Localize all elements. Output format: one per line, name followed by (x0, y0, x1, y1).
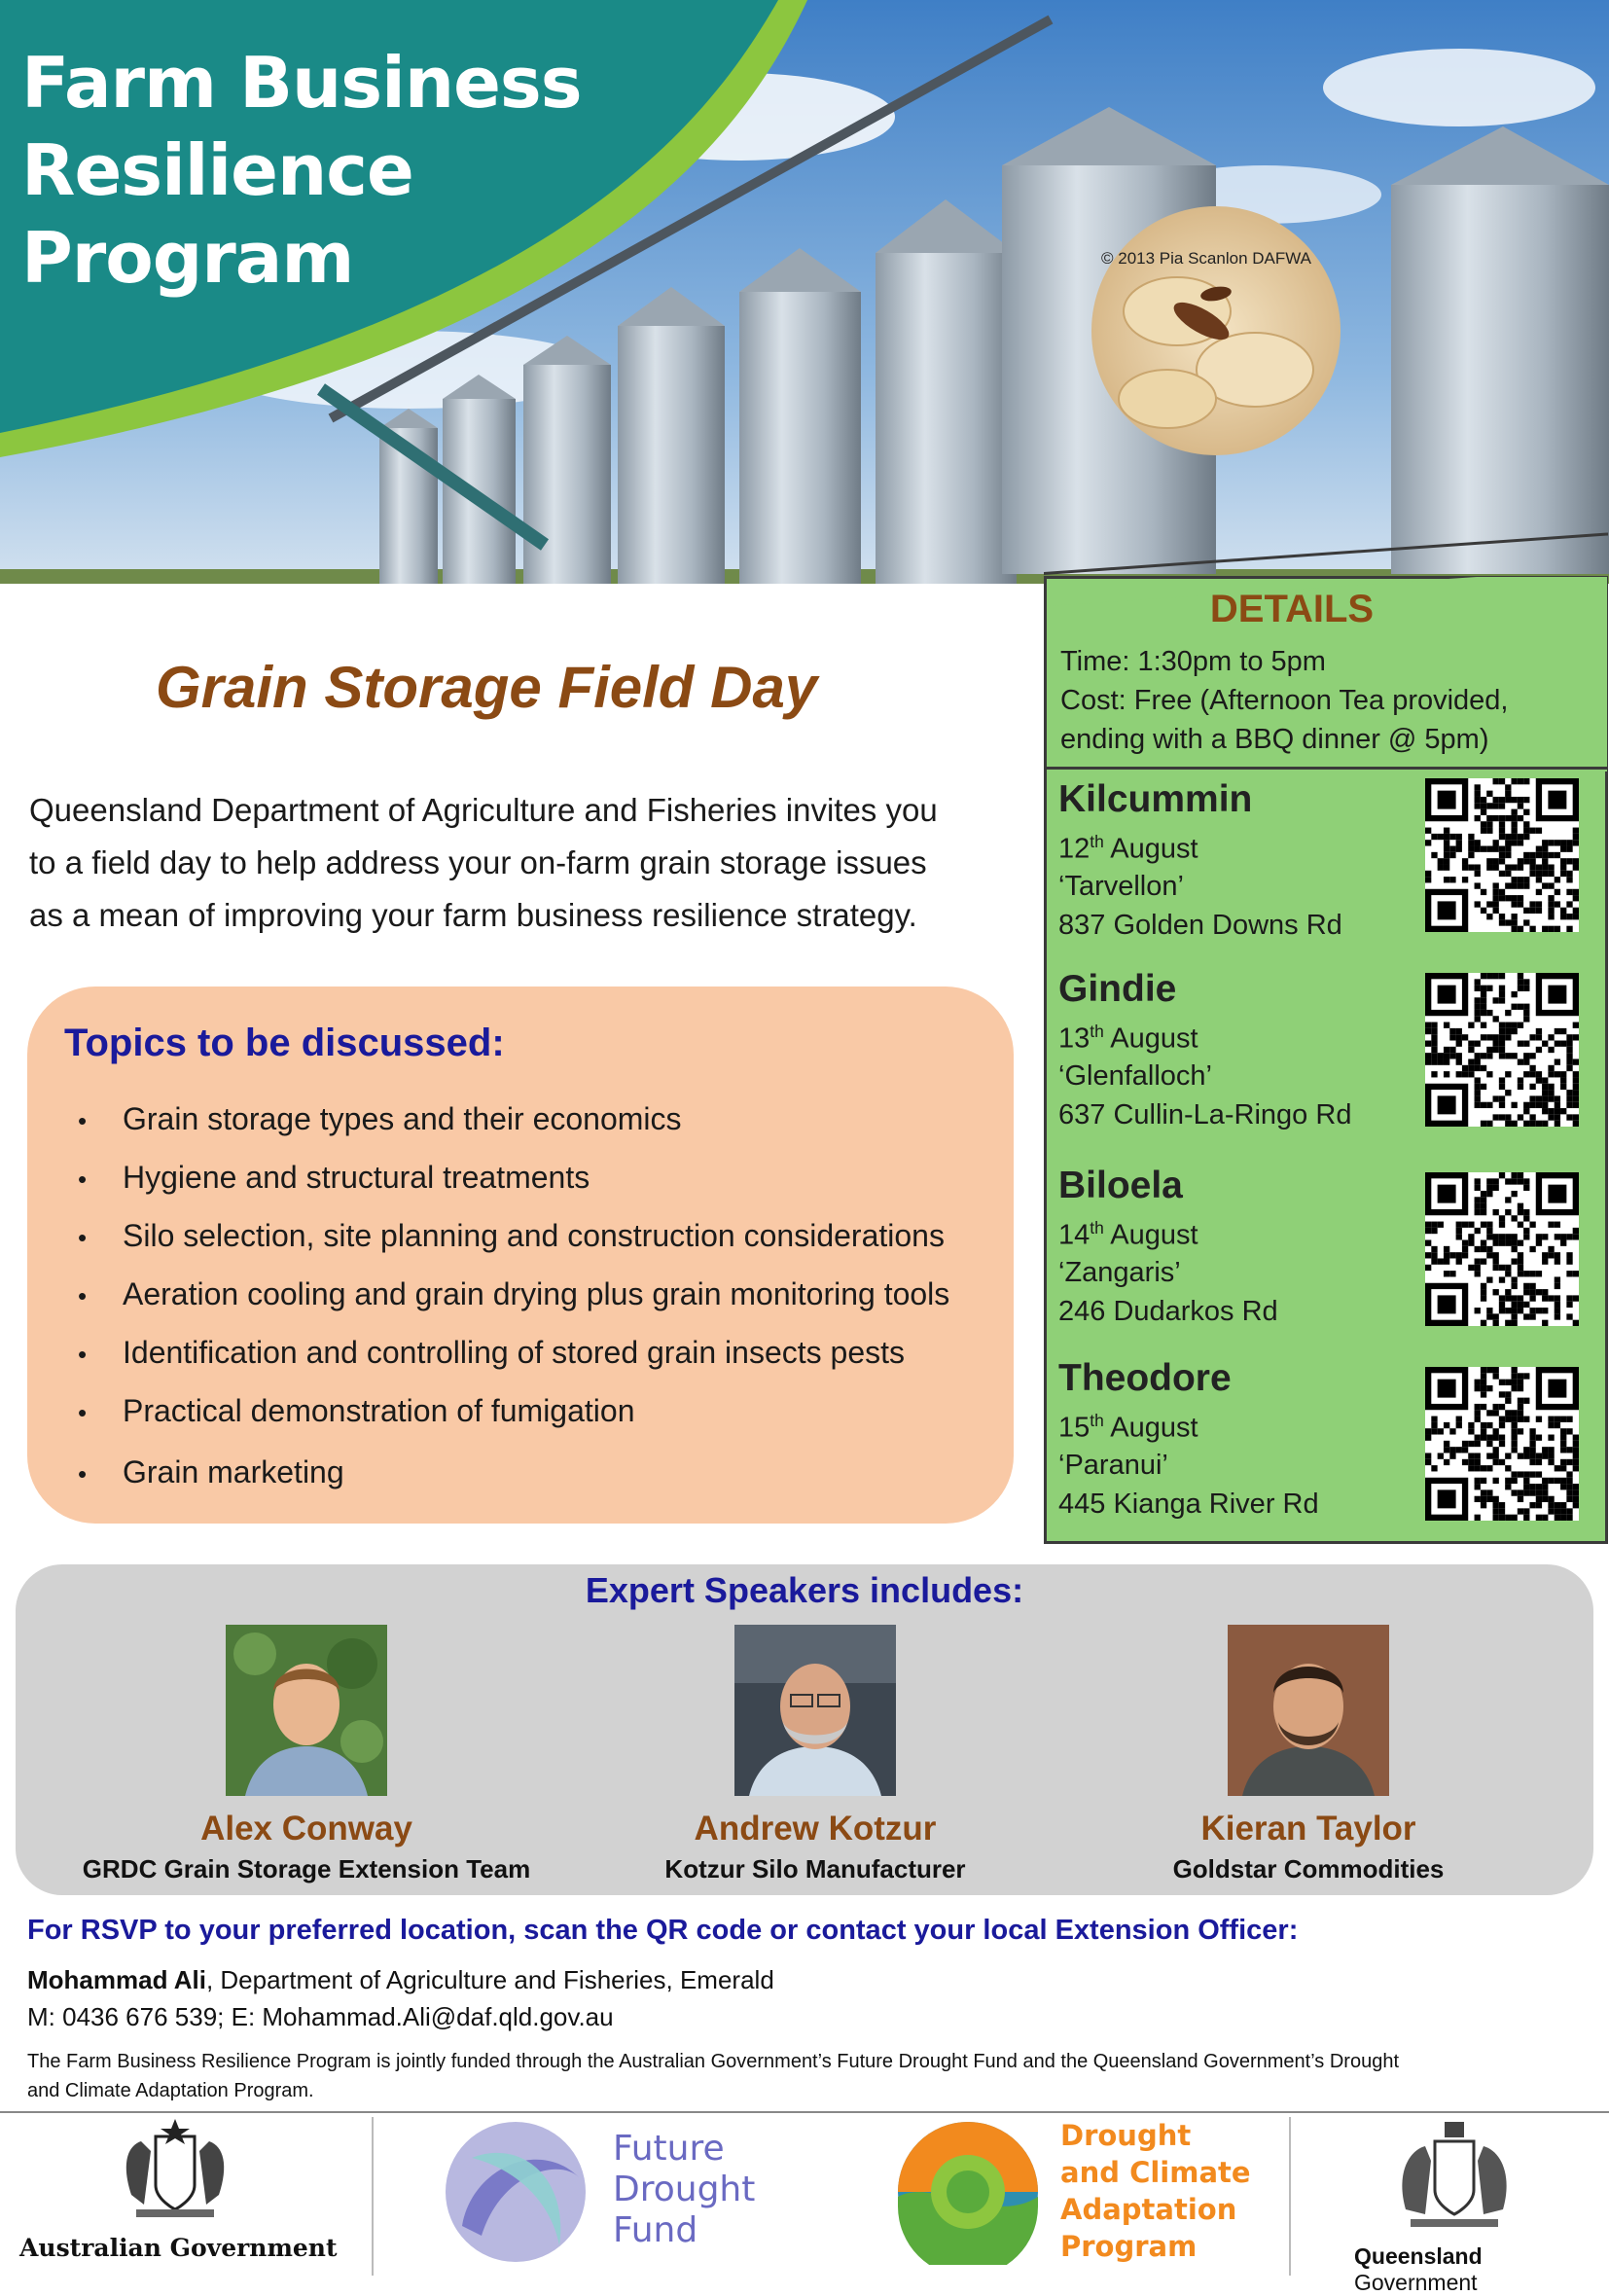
program-title (21, 39, 663, 302)
topic-label: Grain storage types and their economics (123, 1101, 682, 1136)
dcap-label (1060, 2117, 1251, 2265)
details-cost: Cost: Free (Afternoon Tea provided, (1060, 685, 1509, 716)
queensland-government-logo (1304, 2117, 1609, 2295)
qr-code-theodore[interactable] (1416, 1367, 1588, 1521)
speaker-name: Kieran Taylor (1200, 1810, 1416, 1848)
date-suffix: th (1090, 1218, 1104, 1238)
speaker-role: Kotzur Silo Manufacturer (664, 1854, 966, 1883)
program-title-line: Farm Business (21, 42, 582, 124)
contact-line (27, 1961, 774, 1998)
details-divider (1044, 767, 1608, 770)
intro-line: as a mean of improving your farm business resilience strategy. (29, 897, 917, 933)
location-name: Biloela (1058, 1165, 1183, 1206)
date-day: 13 (1058, 1022, 1091, 1055)
logo-separator (372, 2117, 374, 2276)
dcap-line: Adaptation (1060, 2193, 1237, 2226)
topic-label: Identification and controlling of stored grain insects pests (123, 1335, 906, 1370)
date-suffix: th (1090, 1411, 1104, 1430)
date-month: August (1103, 1412, 1198, 1444)
future-drought-fund-label (613, 2129, 755, 2251)
speaker-role: GRDC Grain Storage Extension Team (82, 1854, 531, 1883)
bullet-icon: • (78, 1281, 88, 1310)
date-day: 15 (1058, 1412, 1091, 1444)
topic-item (78, 1276, 949, 1312)
details-heading: DETAILS (1209, 588, 1375, 630)
dcap-line: Program (1060, 2230, 1198, 2263)
date-month: August (1103, 833, 1198, 865)
location-date (1058, 1022, 1198, 1056)
intro-text (29, 784, 1031, 942)
speakers-heading: Expert Speakers includes: (585, 1570, 1024, 1610)
australian-government-logo (0, 2117, 370, 2276)
location-name: Kilcummin (1058, 778, 1253, 820)
contact-block (27, 1961, 774, 2035)
dcap-icon (895, 2119, 1041, 2265)
bullet-icon: • (78, 1340, 88, 1369)
speaker-name: Andrew Kotzur (694, 1810, 937, 1848)
topics-panel (27, 987, 1014, 1524)
date-day: 14 (1058, 1219, 1091, 1251)
qld-rest: Government (1354, 2270, 1478, 2295)
speaker-photo-kieran-taylor (1228, 1625, 1389, 1796)
dcap-line: Drought (1060, 2119, 1192, 2152)
bullet-icon: • (78, 1106, 88, 1135)
intro-line: to a field day to help address your on-farm grain storage issues (29, 844, 927, 880)
qr-code-kilcummin[interactable] (1416, 778, 1588, 932)
location-property: ‘Zangaris’ (1058, 1257, 1181, 1288)
speaker-photo-andrew-kotzur (734, 1625, 896, 1796)
bullet-icon: • (78, 1459, 88, 1489)
speaker-photo-alex-conway (226, 1625, 387, 1796)
future-drought-fund-icon (443, 2119, 589, 2265)
contact-name: Mohammad Ali (27, 1965, 206, 1994)
funding-statement (27, 2047, 1584, 2105)
topic-label: Silo selection, site planning and construction considerations (123, 1218, 945, 1253)
location-date (1058, 832, 1198, 866)
date-day: 12 (1058, 833, 1091, 865)
location-name: Gindie (1058, 968, 1177, 1010)
future-drought-fund-logo (443, 2117, 832, 2276)
coat-of-arms-icon (97, 2117, 253, 2224)
location-date (1058, 1218, 1198, 1252)
location-address: 837 Golden Downs Rd (1058, 910, 1342, 941)
location-address: 246 Dudarkos Rd (1058, 1296, 1278, 1327)
topic-label: Practical demonstration of fumigation (123, 1393, 635, 1428)
logo-divider (0, 2111, 1609, 2113)
location-name: Theodore (1058, 1357, 1232, 1399)
bullet-icon: • (78, 1398, 88, 1427)
photo-credit: © 2013 Pia Scanlon DAFWA (1101, 249, 1311, 268)
fdf-line: Fund (613, 2210, 698, 2250)
program-title-line: Program (21, 217, 354, 299)
topic-label: Aeration cooling and grain drying plus grain monitoring tools (123, 1276, 950, 1311)
dcap-line: and Climate (1060, 2156, 1251, 2189)
location-property: ‘Glenfalloch’ (1058, 1060, 1212, 1092)
location-address: 445 Kianga River Rd (1058, 1489, 1319, 1520)
queensland-government-label (1354, 2243, 1609, 2296)
dcap-logo (895, 2117, 1284, 2276)
topic-item (78, 1218, 945, 1254)
date-suffix: th (1090, 832, 1104, 851)
location-property: ‘Tarvellon’ (1058, 871, 1184, 902)
topic-label: Grain marketing (123, 1454, 344, 1489)
fdf-line: Future (613, 2129, 725, 2169)
funding-line: and Climate Adaptation Program. (27, 2080, 314, 2101)
topics-heading: Topics to be discussed: (64, 1022, 505, 1064)
qr-code-gindie[interactable] (1416, 973, 1588, 1127)
date-suffix: th (1090, 1022, 1104, 1041)
rsvp-text: For RSVP to your preferred location, scan the QR code or contact your local Extension Officer: (27, 1915, 1299, 1946)
contact-org: , Department of Agriculture and Fisheries, Emerald (205, 1965, 774, 1994)
speaker-role: Goldstar Commodities (1172, 1854, 1445, 1883)
queensland-crest-icon (1386, 2117, 1522, 2239)
topic-item (78, 1454, 344, 1490)
logo-separator (1289, 2117, 1291, 2276)
intro-line: Queensland Department of Agriculture and Fisheries invites you (29, 792, 938, 828)
date-month: August (1103, 1022, 1198, 1055)
contact-details[interactable]: M: 0436 676 539; E: Mohammad.Ali@daf.qld.gov.au (27, 2002, 614, 2031)
topic-label: Hygiene and structural treatments (123, 1160, 590, 1195)
qr-code-biloela[interactable] (1416, 1172, 1588, 1326)
program-title-line: Resilience (21, 129, 413, 211)
australian-government-label: Australian Government (19, 2234, 338, 2262)
speaker-name: Alex Conway (200, 1810, 412, 1848)
qld-bold: Queensland (1354, 2243, 1483, 2269)
bullet-icon: • (78, 1223, 88, 1252)
event-title: Grain Storage Field Day (156, 655, 818, 720)
topic-item (78, 1393, 634, 1429)
grain-insect-photo (1091, 206, 1341, 455)
location-address: 637 Cullin-La-Ringo Rd (1058, 1099, 1352, 1130)
bullet-icon: • (78, 1165, 88, 1194)
fdf-line: Drought (613, 2170, 756, 2209)
location-property: ‘Paranui’ (1058, 1450, 1168, 1481)
date-month: August (1103, 1219, 1198, 1251)
topic-item (78, 1335, 905, 1371)
details-cost: ending with a BBQ dinner @ 5pm) (1060, 724, 1489, 755)
details-time: Time: 1:30pm to 5pm (1060, 646, 1326, 677)
funding-line: The Farm Business Resilience Program is jointly funded through the Australian Government’s Future Drought Fund and the Queensland Government’s Drought (27, 2051, 1400, 2072)
topic-item (78, 1160, 590, 1196)
topic-item (78, 1101, 682, 1137)
location-date (1058, 1411, 1198, 1445)
